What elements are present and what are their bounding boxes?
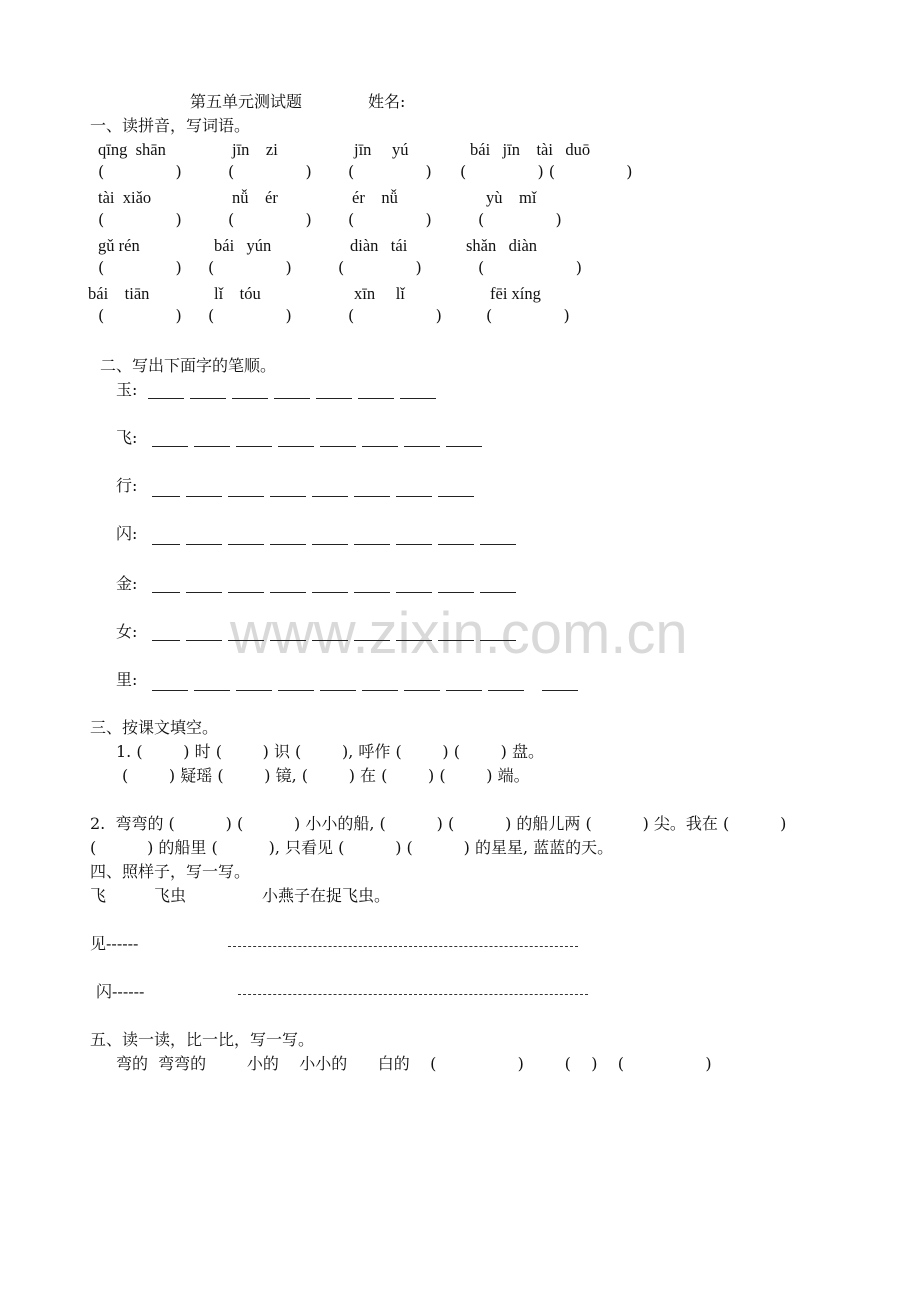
stroke-blank[interactable] — [312, 640, 348, 641]
stroke-blank[interactable] — [278, 690, 314, 691]
example-char: 飞 — [90, 886, 107, 905]
pinyin-cell: diàn tái — [350, 236, 408, 255]
stroke-blank[interactable] — [194, 690, 230, 691]
stroke-blank[interactable] — [228, 544, 264, 545]
stroke-blank[interactable] — [270, 496, 306, 497]
stroke-blank[interactable] — [152, 592, 180, 593]
text-line: 2. 弯弯的 ( ) ( ) 小小的船, ( ) ( ) 的船儿两 ( ) 尖。我在 ( ) — [90, 814, 787, 833]
stroke-blank[interactable] — [316, 398, 352, 399]
stroke-blank[interactable] — [396, 544, 432, 545]
pinyin-cell: jīn yú — [354, 140, 409, 159]
stroke-blank[interactable] — [320, 690, 356, 691]
stroke-char: 闪: — [116, 524, 138, 543]
stroke-blank[interactable] — [186, 496, 222, 497]
stroke-blank[interactable] — [446, 690, 482, 691]
stroke-char: 里: — [116, 670, 138, 689]
pinyin-cell: fēi xíng — [490, 284, 541, 303]
stroke-char: 玉: — [116, 380, 138, 399]
stroke-blank[interactable] — [152, 690, 188, 691]
answer-bracket[interactable]: ( ) — [478, 258, 583, 277]
answer-line[interactable] — [238, 994, 588, 995]
answer-bracket[interactable]: ( ) — [208, 258, 292, 277]
stroke-blank[interactable] — [404, 690, 440, 691]
stroke-blank[interactable] — [354, 544, 390, 545]
stroke-blank[interactable] — [152, 496, 180, 497]
stroke-blank[interactable] — [396, 496, 432, 497]
pinyin-cell: bái tiān — [88, 284, 150, 303]
section4-title: 四、照样子，写一写。 — [90, 862, 251, 881]
watermark: www.zixin.com.cn — [230, 601, 688, 666]
stroke-blank[interactable] — [362, 446, 398, 447]
stroke-blank[interactable] — [354, 592, 390, 593]
answer-bracket[interactable]: ( ) — [338, 258, 422, 277]
stroke-blank[interactable] — [236, 446, 272, 447]
pinyin-cell: bái jīn tài duō — [470, 140, 591, 159]
section3-title: 三、按课文填空。 — [90, 718, 219, 737]
pinyin-cell: tài xiǎo — [98, 188, 152, 207]
pinyin-cell: bái yún — [214, 236, 272, 255]
example-sentence: 小燕子在捉飞虫。 — [262, 886, 391, 905]
example-word: 飞虫 — [154, 886, 187, 905]
pinyin-cell: shǎn diàn — [466, 236, 538, 255]
stroke-blank[interactable] — [488, 690, 524, 691]
pinyin-cell: jīn zi — [232, 140, 278, 159]
section2-title: 二、写出下面字的笔顺。 — [100, 356, 277, 375]
stroke-blank[interactable] — [396, 640, 432, 641]
pinyin-cell: nǚ ér — [232, 188, 278, 207]
page-title: 第五单元测试题 — [190, 92, 303, 111]
text-line: ( ) 的船里 ( ), 只看见 ( ) ( ) 的星星, 蓝蓝的天。 — [90, 838, 614, 857]
answer-bracket[interactable]: ( ) — [98, 210, 182, 229]
stroke-blank[interactable] — [236, 690, 272, 691]
stroke-blank[interactable] — [228, 640, 264, 641]
stroke-blank[interactable] — [446, 446, 482, 447]
answer-bracket[interactable]: ( ) — [478, 210, 562, 229]
stroke-blank[interactable] — [358, 398, 394, 399]
pinyin-cell: ér nǚ — [352, 188, 398, 207]
stroke-blank[interactable] — [542, 690, 578, 691]
stroke-blank[interactable] — [480, 544, 516, 545]
answer-line[interactable] — [228, 946, 578, 947]
answer-bracket[interactable]: ( ) — [98, 306, 182, 325]
answer-bracket[interactable]: ( ) — [98, 258, 182, 277]
poem-line: 1. ( ) 时 ( ) 识 ( ), 呼作 ( ) ( ) 盘。 — [116, 742, 544, 761]
answer-bracket[interactable]: ( ) — [348, 210, 432, 229]
stroke-blank[interactable] — [400, 398, 436, 399]
compare-line: 弯的 弯弯的 小的 小小的 白的 ( ) ( ) ( ) — [116, 1054, 712, 1073]
stroke-blank[interactable] — [228, 496, 264, 497]
stroke-blank[interactable] — [480, 640, 516, 641]
answer-bracket[interactable]: ( ) ( ) — [460, 162, 633, 181]
stroke-blank[interactable] — [438, 544, 474, 545]
stroke-char: 女: — [116, 622, 138, 641]
stroke-blank[interactable] — [232, 398, 268, 399]
stroke-blank[interactable] — [152, 640, 180, 641]
pinyin-cell: xīn lǐ — [354, 284, 405, 303]
answer-bracket[interactable]: ( ) — [98, 162, 182, 181]
stroke-blank[interactable] — [438, 592, 474, 593]
stroke-blank[interactable] — [190, 398, 226, 399]
stroke-blank[interactable] — [354, 640, 390, 641]
pinyin-cell: qīng shān — [98, 140, 166, 159]
pinyin-cell: lǐ tóu — [214, 284, 261, 303]
section1-title: 一、读拼音，写词语。 — [90, 116, 251, 135]
stroke-blank[interactable] — [274, 398, 310, 399]
answer-bracket[interactable]: ( ) — [228, 162, 312, 181]
stroke-char: 金: — [116, 574, 138, 593]
answer-bracket[interactable]: ( ) — [228, 210, 312, 229]
stroke-blank[interactable] — [194, 446, 230, 447]
stroke-blank[interactable] — [396, 592, 432, 593]
stroke-blank[interactable] — [186, 544, 222, 545]
stroke-blank[interactable] — [186, 640, 222, 641]
stroke-blank[interactable] — [270, 592, 306, 593]
stroke-char: 行: — [116, 476, 138, 495]
practice-item: 见------ — [90, 934, 139, 953]
stroke-blank[interactable] — [312, 496, 348, 497]
stroke-blank[interactable] — [354, 496, 390, 497]
section5-title: 五、读一读，比一比，写一写。 — [90, 1030, 315, 1049]
pinyin-cell: gǔ rén — [98, 236, 140, 255]
stroke-blank[interactable] — [404, 446, 440, 447]
poem-line: ( ) 疑瑶 ( ) 镜, ( ) 在 ( ) ( ) 端。 — [122, 766, 530, 785]
stroke-blank[interactable] — [148, 398, 184, 399]
stroke-blank[interactable] — [438, 496, 474, 497]
stroke-blank[interactable] — [438, 640, 474, 641]
stroke-blank[interactable] — [362, 690, 398, 691]
stroke-blank[interactable] — [278, 446, 314, 447]
stroke-blank[interactable] — [312, 592, 348, 593]
pinyin-cell: yù mǐ — [486, 188, 537, 207]
name-label: 姓名: — [368, 92, 406, 111]
stroke-blank[interactable] — [312, 544, 348, 545]
stroke-blank[interactable] — [152, 544, 180, 545]
practice-item: 闪------ — [96, 982, 145, 1001]
answer-bracket[interactable]: ( ) — [486, 306, 570, 325]
answer-bracket[interactable]: ( ) — [348, 306, 442, 325]
stroke-blank[interactable] — [270, 544, 306, 545]
answer-bracket[interactable]: ( ) — [348, 162, 432, 181]
stroke-blank[interactable] — [270, 640, 306, 641]
stroke-blank[interactable] — [320, 446, 356, 447]
answer-bracket[interactable]: ( ) — [208, 306, 292, 325]
stroke-char: 飞: — [116, 428, 138, 447]
stroke-blank[interactable] — [480, 592, 516, 593]
stroke-blank[interactable] — [228, 592, 264, 593]
stroke-blank[interactable] — [186, 592, 222, 593]
stroke-blank[interactable] — [152, 446, 188, 447]
